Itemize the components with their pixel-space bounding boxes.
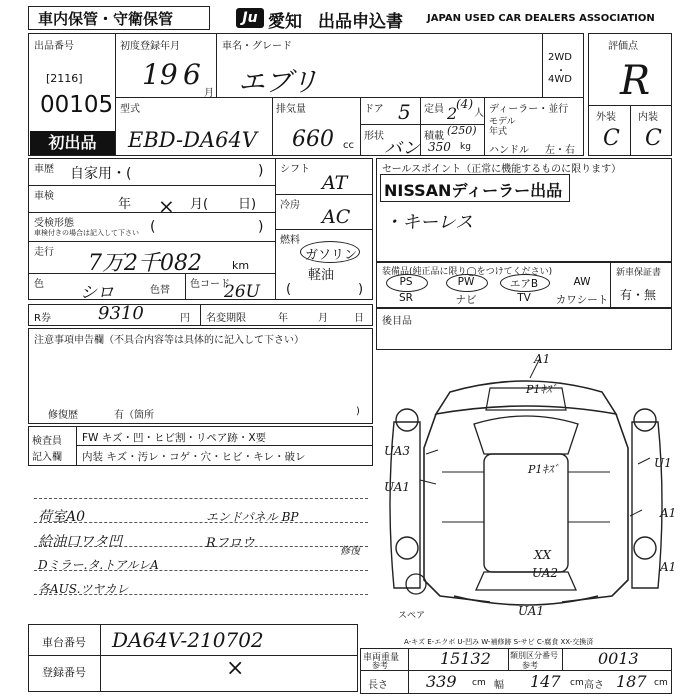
registration-month: 6 [183,58,201,91]
divider [115,33,116,156]
shift-value: AT [322,172,348,194]
reg-number-value: × [226,656,245,681]
divider [630,105,631,156]
divider [484,97,485,156]
diag-mark-xx: XX [534,548,552,562]
dims-width: 147 [530,672,561,691]
equip-circle-pw [446,274,488,292]
color-change-label: 色替 [150,285,170,296]
inspector-note-6: 各AUS.ツヤカレ [38,582,129,596]
equipment-label: 装備品(純正品に限り◯をつけてください) [382,267,553,277]
divider [76,426,77,466]
equip-pw: PW [457,276,475,288]
divider [272,97,273,156]
mileage-label: 走行 [34,247,54,258]
name-change-label: 名変期限 [206,313,246,324]
capacity-value: 2 [447,104,458,123]
divider [508,648,509,670]
doors-value: 5 [398,100,411,124]
inspection-day: 日) [238,197,257,212]
divider [360,97,361,156]
dims-length-unit: cm [472,678,486,688]
divider [275,229,373,230]
handle-label: ハンドル [489,145,529,156]
inspection-label: 車検 [34,191,54,202]
evaluation-label: 評価点 [608,41,638,52]
inspection-mark: × [158,194,175,218]
fuel-close: ) [358,282,364,297]
history-value: 自家用・( [70,166,132,182]
wheel-front-left [396,409,418,431]
equip-navi: ナビ [455,294,477,306]
dealer-label: ディーラー・並行 [489,104,569,115]
load-unit: kg [460,142,471,152]
car-name-value: エブリ [238,67,318,98]
displacement-unit: cc [343,140,354,151]
mark-arrow [420,480,436,484]
divider [28,655,358,656]
sales-point-label: セールスポイント（正常に機能するものに限ります） [382,164,622,175]
diag-mark-a1-right: A1 [660,506,677,520]
notes-label: 注意事項申告欄（不具合内容等は具体的に記入して下さい） [34,335,304,346]
color-code: 26U [224,282,260,302]
equip-tv: TV [517,292,531,304]
shape-label: 形状 [364,131,384,142]
right-side-panel [632,422,662,588]
equip-sr: SR [399,292,413,304]
spare-tire [406,574,426,594]
capacity-label: 定員 [424,104,444,115]
divider [28,185,275,186]
fuel-selected-circle [300,241,360,263]
name-change-month: 月 [318,313,328,324]
evaluation-score: R [620,58,651,104]
inspector-row-2: 内装 キズ・汚レ・コゲ・穴・ヒビ・キレ・破レ [82,451,306,463]
dims-class-label: 類別区分番号 [510,651,558,660]
diagram-legend: A-キズ E-エクボ U-凹み W-補修跡 S-サビ C-腐食 XX-交換済 [404,638,594,646]
drive-2wd: 2WD [548,52,572,63]
inspector-note-3: 給油口ワタ凹 [38,534,122,550]
car-name-label: 車名・グレード [222,41,292,52]
registration-month-unit: 月 [204,88,214,99]
dims-class-note: 参考 [522,661,538,670]
load-value-2: 350 [428,140,451,154]
inspector-label-1: 検査員 [32,436,62,447]
interior-label: 内装 [638,112,658,123]
divider [360,670,672,671]
capacity-unit: 人 [474,108,484,119]
wheel-rear-left [396,537,418,559]
dims-width-unit: cm [570,678,584,688]
inspector-note-5: Dミラー.タ.トアルレA [38,558,159,572]
dims-weight: 15132 [440,649,491,668]
fuel-label: 燃料 [280,235,300,246]
color-code-label: 色コード [190,279,230,290]
divider [200,304,201,326]
diag-mark-ua1-rear: UA1 [518,604,545,618]
wheel-front-right [634,409,656,431]
header-left-title: 車内保管・守衛保管 [38,10,174,28]
diag-mark-ua1-left: UA1 [384,480,411,494]
warranty-options: 有・無 [620,288,657,302]
mileage-unit: km [232,259,250,272]
divider [28,273,275,274]
divider [408,648,409,694]
equip-airbag: エアB [509,278,539,290]
english-title: JAPAN USED CAR DEALERS ASSOCIATION [427,13,655,24]
displacement-label: 排気量 [276,104,306,115]
repair-label: 修復歴 [48,410,78,421]
divider [185,273,186,300]
inspector-note-1: 荷室A0 [38,509,86,525]
sales-point-title: NISSANディーラー出品 [384,181,563,200]
mark-arrow [426,450,438,454]
capacity-note: (4) [456,97,473,111]
registration-label: 初度登録年月 [120,41,180,52]
interior-grade: C [645,126,662,151]
logo-region: 愛知 [268,12,302,32]
load-label: 積載 [424,131,444,142]
ju-logo-icon: Ju [236,8,264,28]
dims-label-2: 参考 [372,661,388,670]
note-line [34,498,368,499]
sales-point-item: ・キーレス [384,212,474,233]
equip-ps: PS [399,276,413,288]
inspector-note-4: Rフロウ [206,536,255,551]
rear-items-box [376,308,672,350]
model-year-label: モデル [489,117,516,127]
inspector-row-1: FW キズ・凹・ヒビ割・リペア跡・X要 [82,432,267,444]
dims-height-label: 高さ [584,680,604,691]
exterior-grade: C [603,126,620,151]
recycle-unit: 円 [180,313,190,324]
form-title: 出品申込書 [318,12,403,32]
divider [562,648,563,670]
divider [76,445,373,446]
history-label: 車歴 [34,164,54,175]
divider [275,194,373,195]
doors-label: ドア [364,104,384,115]
divider [115,97,584,98]
color-value: シロ [80,283,114,303]
recycle-value: 9310 [98,303,144,324]
accept-note: 車検付きの場合は記入して下さい [34,229,139,237]
equip-aw: AW [573,276,591,288]
accept-open: ( [150,219,156,235]
divider [542,33,543,97]
dims-width-label: 幅 [494,680,504,691]
inspector-label-2: 記入欄 [32,452,62,463]
inspection-month: 月( [190,197,209,212]
history-close: ) [258,163,264,179]
model-label: 型式 [120,104,140,115]
fuel-option-1: ガソリン [305,248,358,263]
dims-length: 339 [426,672,457,691]
dims-height-unit: cm [654,678,668,688]
drive-4wd: 4WD [548,74,572,85]
chassis-value: DA64V-210702 [112,628,264,652]
rear-items-label: 後目品 [382,316,412,327]
model-value: EBD-DA64V [128,128,257,152]
repair-close: ) [356,406,360,417]
dims-length-label: 長さ [368,680,388,691]
diag-mark-p1-front: P1ｷｽﾞ [526,383,557,396]
diag-mark-u1-right: U1 [654,456,672,470]
repair-value: 有（箇所 [114,410,154,421]
divider [28,212,275,213]
diag-mark-p1-roof: P1ｷｽﾞ [528,463,559,476]
aircon-label: 冷房 [280,200,300,211]
dims-height: 187 [616,672,647,691]
wheel-rear-right [634,537,656,559]
lot-label: 出品番号 [34,41,74,52]
accept-close: ) [258,219,264,235]
divider [216,33,217,97]
spare-label: スペア [398,611,426,621]
diag-mark-ua2: UA2 [532,566,559,580]
divider [610,262,611,308]
windshield [474,416,578,454]
model-year-sub: 年式 [489,127,508,137]
drive-separator: ・ [556,66,566,77]
shift-label: シフト [280,164,310,175]
equip-circle-ps [386,274,428,292]
equip-leather: カワシート [555,294,609,306]
divider [420,97,421,156]
diag-mark-repair: 修復 [340,546,360,557]
first-listing-badge: 初出品 [30,131,115,155]
displacement-value: 660 [292,127,334,152]
name-change-day: 日 [354,313,364,324]
warranty-label: 新車保証書 [616,268,662,278]
handle-options: 左・右 [545,145,575,156]
diag-mark-a1-rear-right: A1 [660,560,677,574]
diag-mark-a1-top: A1 [534,352,551,366]
color-label: 色 [34,279,44,290]
exterior-label: 外装 [596,112,616,123]
divider [28,241,275,242]
accept-label: 受検形態 [34,218,74,229]
chassis-label: 車台番号 [42,636,86,649]
dims-class-value: 0013 [598,649,639,668]
equip-circle-airbag [500,274,550,292]
mileage-value: 7万2千082 [88,251,202,276]
diag-mark-ua3: UA3 [384,444,411,458]
lot-code: [2116] [46,72,83,85]
lot-number: 00105 [40,92,114,118]
fuel-option-2: 軽油 [308,268,335,283]
inspector-note-2: エンドパネル BP [206,510,299,524]
inspection-year: 年 [118,197,132,212]
shape-value: バン [384,138,420,159]
mark-arrow [638,458,650,464]
recycle-label: R券 [34,313,51,324]
rear-window [476,572,576,590]
reg-number-label: 登録番号 [42,666,86,679]
load-value-1: (250) [447,124,477,137]
dims-label-1: 車両重量 [363,653,400,663]
divider [100,624,101,692]
fuel-open: ( [286,282,292,297]
name-change-year: 年 [278,313,288,324]
registration-year: 19 [142,58,178,91]
aircon-value: AC [322,206,351,228]
